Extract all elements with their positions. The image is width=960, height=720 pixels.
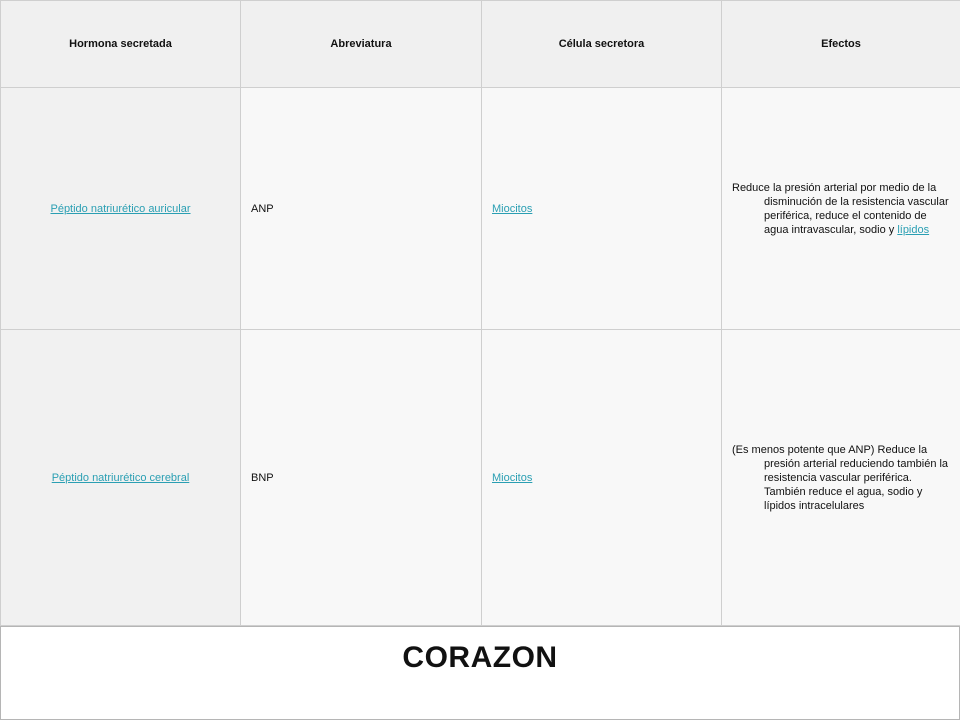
abbreviation-cell: BNP: [241, 330, 482, 626]
table-row: [1, 330, 960, 626]
header-efectos: Efectos: [722, 1, 960, 88]
hormone-name-link[interactable]: Péptido natriurético cerebral: [51, 471, 190, 484]
effects-description: Reduce la presión arterial por medio de la disminución de la resistencia vascular periférica, reduce el contenido de agua intravascular, sodio y: [732, 181, 949, 236]
effects-text: [732, 181, 950, 237]
page-title: CORAZON: [402, 641, 558, 674]
effects-description: (Es menos potente que ANP) Reduce la presión arterial reduciendo también la resistencia vascular periférica. También reduce el agua, sodio y lípidos intracelulares: [732, 443, 949, 512]
effects-cell: [722, 88, 960, 330]
header-hormona-secretada: Hormona secretada: [1, 1, 241, 88]
hormone-name-link[interactable]: Péptido natriurético auricular: [50, 202, 191, 215]
hormone-name-cell: [1, 88, 241, 330]
table-header-row: [1, 1, 960, 88]
table-row: [1, 88, 960, 330]
secretory-cell: [482, 88, 722, 330]
secretory-cell: [482, 330, 722, 626]
secretory-cell-link[interactable]: Miocitos: [492, 471, 533, 484]
header-celula-secretora: Célula secretora: [482, 1, 722, 88]
abbreviation-cell: ANP: [241, 88, 482, 330]
title-bar: [0, 626, 960, 720]
effects-cell: [722, 330, 960, 626]
lipidos-link[interactable]: lípidos: [897, 223, 930, 236]
hormone-name-cell: [1, 330, 241, 626]
secretory-cell-link[interactable]: Miocitos: [492, 202, 533, 215]
header-abreviatura: Abreviatura: [241, 1, 482, 88]
